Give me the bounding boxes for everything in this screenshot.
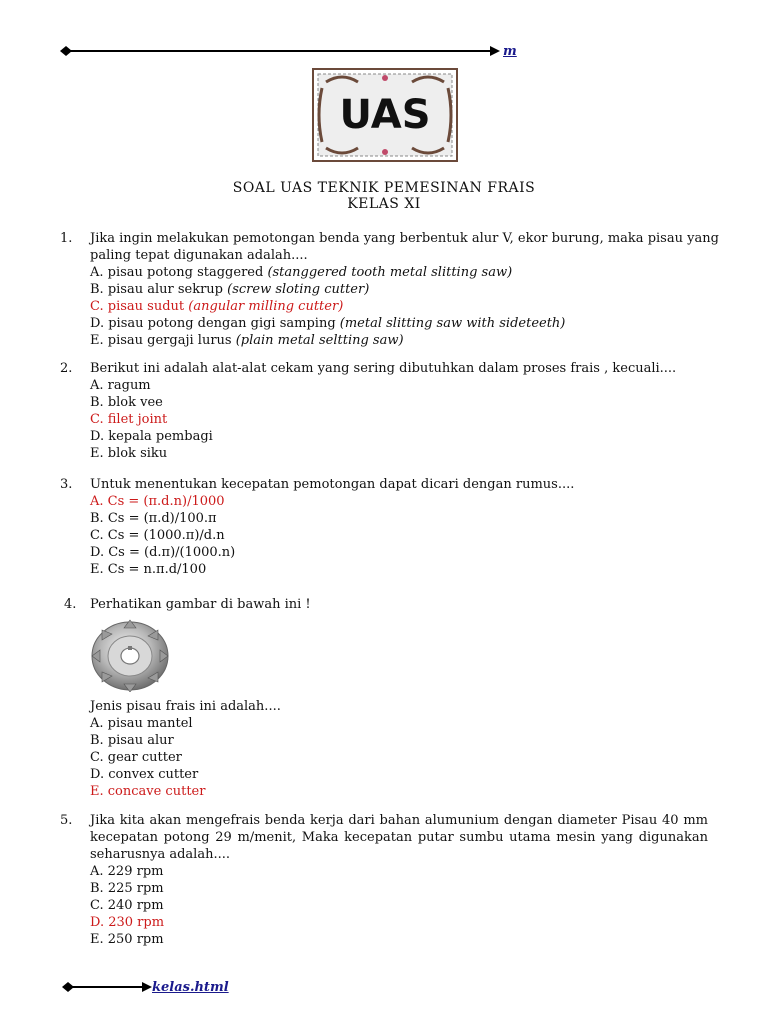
header-link[interactable]: m [503, 44, 517, 59]
question-stem: Perhatikan gambar di bawah ini ! [90, 597, 311, 612]
bottom-arrow-rule [62, 980, 152, 994]
option-b[interactable]: B. Cs = (π.d)/100.π [90, 511, 217, 526]
option-c-answer[interactable]: C. pisau sudut (angular milling cutter) [90, 299, 344, 314]
question-number: 2. [60, 361, 73, 376]
top-arrow-rule [60, 44, 500, 58]
option-a[interactable]: A. 229 rpm [90, 864, 164, 879]
question-stem-2: Jenis pisau frais ini adalah.... [90, 699, 281, 714]
question-stem: Berikut ini adalah alat-alat cekam yang sering dibutuhkan dalam proses frais , kecuali.... [90, 361, 677, 376]
question-4-options [60, 698, 720, 800]
question-number: 1. [60, 231, 73, 246]
question-2 [60, 360, 720, 462]
option-a[interactable]: A. pisau mantel [90, 716, 193, 731]
footer-link[interactable]: kelas.html [152, 980, 229, 995]
question-5 [60, 812, 720, 948]
uas-logo [312, 68, 458, 162]
option-c[interactable]: C. 240 rpm [90, 898, 164, 913]
option-d[interactable]: D. Cs = (d.π)/(1000.n) [90, 545, 236, 560]
question-stem: Jika kita akan mengefrais benda kerja dari bahan alumunium dengan diameter Pisau 40 mm kecepatan potong 29 m/menit, Maka kecepatan putar sumbu utama mesin yang digunakan seharusnya adalah.... [90, 813, 708, 862]
option-a-answer[interactable]: A. Cs = (π.d.n)/1000 [90, 494, 225, 509]
question-3 [60, 476, 720, 578]
option-a[interactable]: A. ragum [90, 378, 151, 393]
option-d[interactable]: D. kepala pembagi [90, 429, 213, 444]
logo-text: UAS [339, 92, 431, 138]
option-c[interactable]: C. gear cutter [90, 750, 182, 765]
option-e-answer[interactable]: E. concave cutter [90, 784, 206, 799]
option-a[interactable]: A. pisau potong staggered (stanggered tooth metal slitting saw) [90, 265, 513, 280]
question-number: 4. [64, 597, 77, 612]
option-c-answer[interactable]: C. filet joint [90, 412, 168, 427]
option-e[interactable]: E. 250 rpm [90, 932, 164, 947]
page-title: SOAL UAS TEKNIK PEMESINAN FRAIS [232, 180, 536, 196]
option-e[interactable]: E. Cs = n.π.d/100 [90, 562, 207, 577]
question-number: 5. [60, 813, 73, 828]
question-1 [60, 230, 720, 349]
question-stem: Jika ingin melakukan pemotongan benda yang berbentuk alur V, ekor burung, maka pisau yang paling tepat digunakan adalah.... [90, 231, 719, 263]
option-b[interactable]: B. pisau alur sekrup (screw sloting cutter) [90, 282, 370, 297]
option-d[interactable]: D. pisau potong dengan gigi samping (metal slitting saw with sideteeth) [90, 316, 566, 331]
concave-cutter-image [88, 616, 172, 692]
option-b[interactable]: B. blok vee [90, 395, 163, 410]
option-d[interactable]: D. convex cutter [90, 767, 199, 782]
option-b[interactable]: B. pisau alur [90, 733, 174, 748]
option-b[interactable]: B. 225 rpm [90, 881, 164, 896]
question-4 [60, 596, 720, 613]
option-d-answer[interactable]: D. 230 rpm [90, 915, 165, 930]
option-e[interactable]: E. pisau gergaji lurus (plain metal seltting saw) [90, 333, 404, 348]
question-stem: Untuk menentukan kecepatan pemotongan dapat dicari dengan rumus.... [90, 477, 575, 492]
page-subtitle: KELAS XI [347, 196, 421, 212]
option-c[interactable]: C. Cs = (1000.π)/d.n [90, 528, 225, 543]
option-e[interactable]: E. blok siku [90, 446, 168, 461]
question-number: 3. [60, 477, 73, 492]
